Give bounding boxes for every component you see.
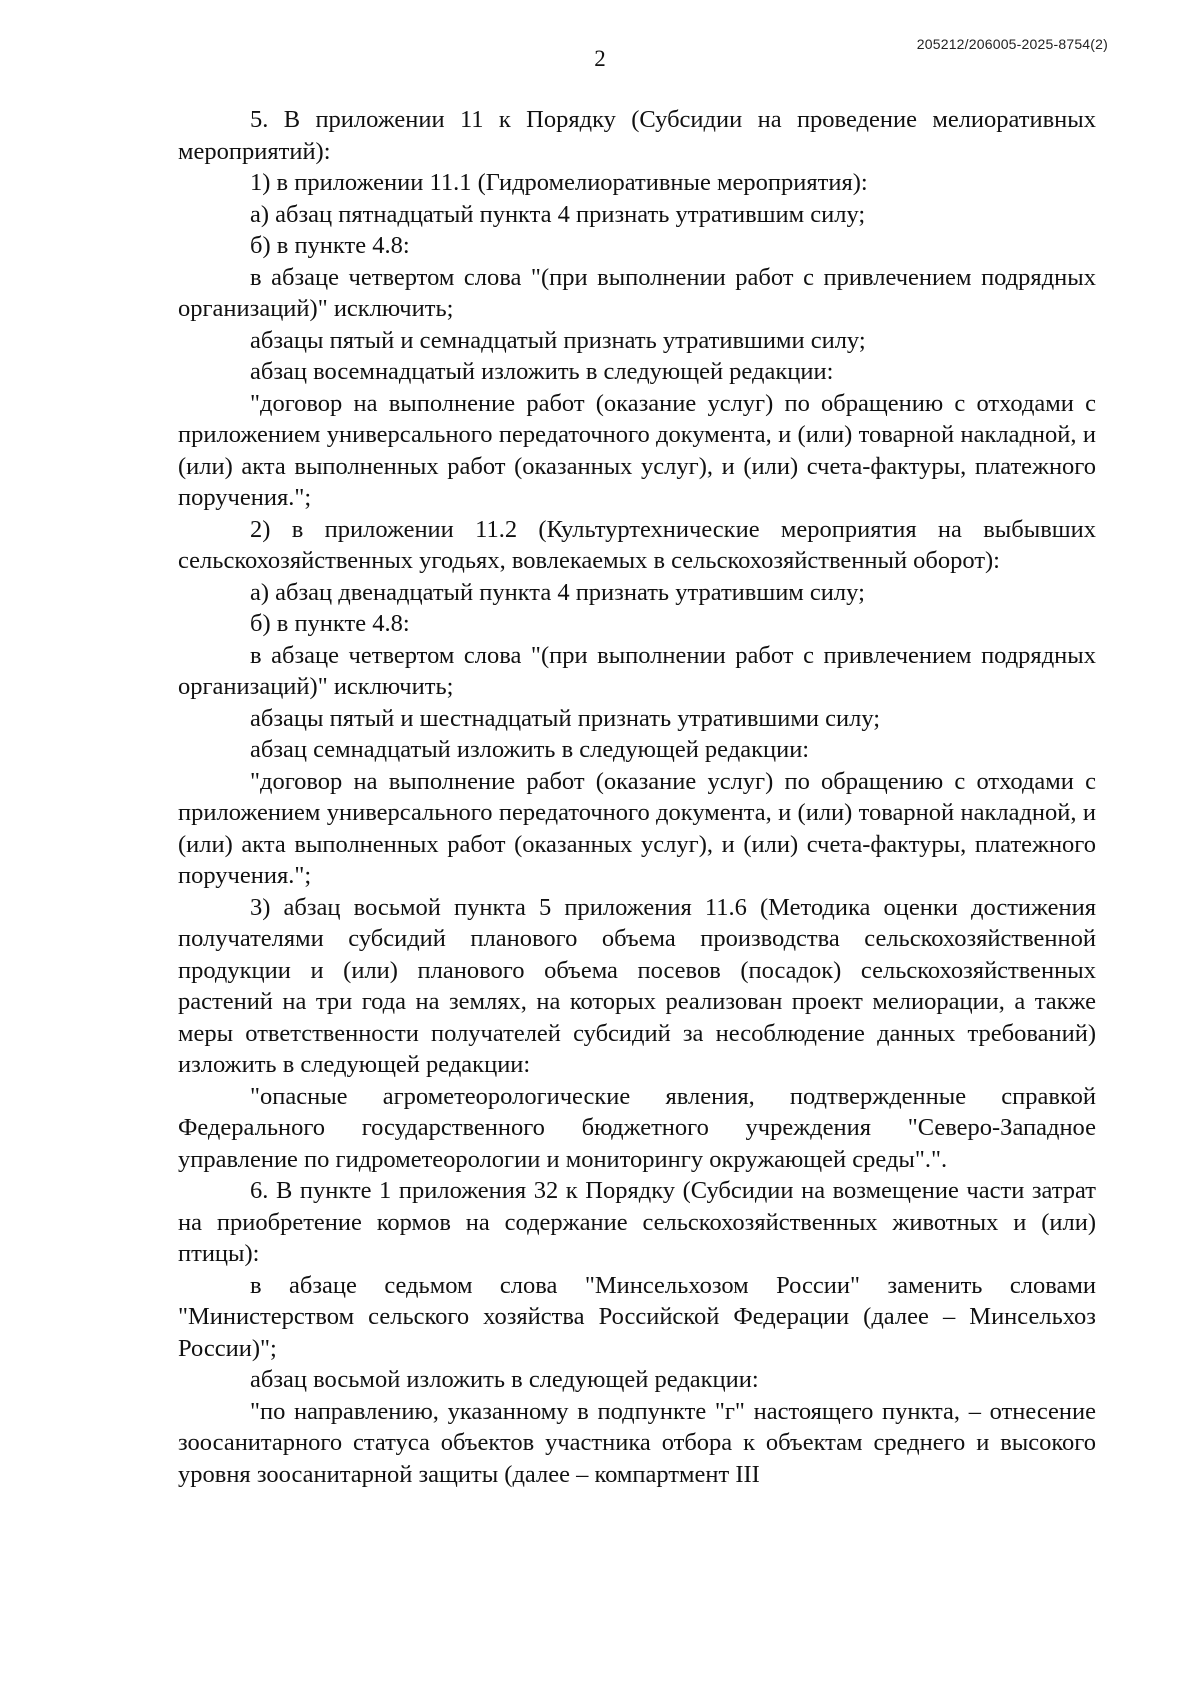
paragraph-quote-contract-2: "договор на выполнение работ (оказание услуг) по обращению с отходами с приложением универсального передаточного документа, и (или) товарной накладной, и (или) акта выполненных работ (оказанных услуг), и (или) счета-фактуры, платежного поручения."; xyxy=(178,767,1096,889)
document-registration-number: 205212/206005-2025-8754(2) xyxy=(916,36,1108,52)
paragraph-quote-hazards: "опасные агрометеорологические явления, подтвержденные справкой Федерального государственного бюджетного учреждения "Северо-Западное управление по гидрометеорологии и мониторингу окружающей среды".". xyxy=(178,1082,1096,1173)
paragraph-abzac-17-edit: абзац семнадцатый изложить в следующей редакции: xyxy=(250,736,810,763)
paragraph-subitem-3: 3) абзац восьмой пункта 5 приложения 11.6 (Методика оценки достижения получателями субсидий планового объема производства сельскохозяйственной продукции и (или) планового объема посевов (посадок) сельскохозяйственных растений на три года на землях, на которых реализован проект мелиорации, а также меры ответственности получателей субсидий за несоблюдение данных требований) изложить в следующей редакции: xyxy=(178,893,1096,1078)
paragraph-subitem-2: 2) в приложении 11.2 (Культуртехнические мероприятия на выбывших сельскохозяйственных угодьях, вовлекаемых в сельскохозяйственный оборот): xyxy=(178,515,1096,574)
paragraph-quote-compartment: "по направлению, указанному в подпункте "г" настоящего пункта, – отнесение зоосанитарного статуса объектов участника отбора к объектам среднего и высокого уровня зоосанитарной защиты (далее – компартмент III xyxy=(178,1397,1096,1488)
paragraph-subitem-1a: а) абзац пятнадцатый пункта 4 признать утратившим силу; xyxy=(250,200,866,228)
paragraph-subitem-1b: б) в пункте 4.8: xyxy=(250,232,410,259)
paragraph-subitem-1: 1) в приложении 11.1 (Гидромелиоративные мероприятия): xyxy=(250,169,868,196)
paragraph-item-6-heading: 6. В пункте 1 приложения 32 к Порядку (Субсидии на возмещение части затрат на приобретение кормов на содержание сельскохозяйственных животных и (или) птицы): xyxy=(178,1177,1096,1267)
paragraph-subitem-2a: а) абзац двенадцатый пункта 4 признать утратившим силу; xyxy=(250,578,865,606)
paragraph-abzac-18-edit: абзац восемнадцатый изложить в следующей редакции: xyxy=(250,358,834,385)
document-body xyxy=(178,104,1096,1490)
paragraph-abzac-7-replace: в абзаце седьмом слова "Минсельхозом России" заменить словами "Министерством сельского хозяйства Российской Федерации (далее – Минсельхоз России)"; xyxy=(178,1271,1096,1362)
paragraph-quote-contract-1: "договор на выполнение работ (оказание услуг) по обращению с отходами с приложением универсального передаточного документа, и (или) товарной накладной, и (или) акта выполненных работ (оказанных услуг), и (или) счета-фактуры, платежного поручения."; xyxy=(178,389,1096,511)
paragraph-item-5-heading: 5. В приложении 11 к Порядку (Субсидии на проведение мелиоративных мероприятий): xyxy=(178,106,1096,165)
paragraph-subitem-2b: б) в пункте 4.8: xyxy=(250,610,410,637)
paragraph-abzac-5-16-void: абзацы пятый и шестнадцатый признать утратившими силу; xyxy=(250,704,881,732)
page-number: 2 xyxy=(594,46,606,71)
paragraph-abzac-8-edit: абзац восьмой изложить в следующей редакции: xyxy=(250,1366,759,1393)
paragraph-abzac-4-exclusion: в абзаце четвертом слова "(при выполнении работ с привлечением подрядных организаций)" исключить; xyxy=(178,263,1096,322)
paragraph-abzac-5-17-void: абзацы пятый и семнадцатый признать утратившими силу; xyxy=(250,326,866,354)
paragraph-abzac-4-exclusion-2: в абзаце четвертом слова "(при выполнении работ с привлечением подрядных организаций)" исключить; xyxy=(178,641,1096,700)
